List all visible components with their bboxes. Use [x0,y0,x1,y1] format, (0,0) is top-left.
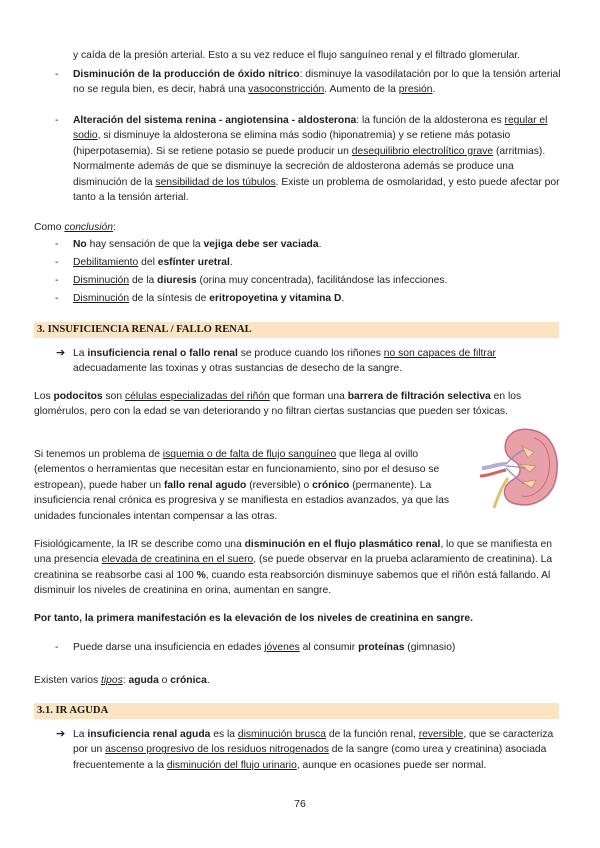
bullet-dash: - [55,239,59,250]
conclusion-item-esfinter: Debilitamiento del esfínter uretral. [73,257,233,268]
page-number: 76 [294,798,306,810]
bullet-dash: - [55,642,59,653]
list-item-renina: Alteración del sistema renina - angiotensina - aldosterona: la función de la aldosterona es regular el sodio, si disminuye la aldosterona se elimina más sodio (hiponatremia) y se retiene más potasio (hiperpotasemia). Si se retiene potasio se puede producir un desequilibrio electrolítico grave (arritmias). Normalmente además de que se disminuye la secreción de aldosterona además se produce una disminución de la sensibilidad de los túbulos. Existe un problema de osmolaridad, y esto puede afectar por tanto a la tensión arterial. [73,115,560,204]
arrow-item-ir-aguda: ➔ La insuficiencia renal aguda es la disminución brusca de la función renal, reversible, que se caracteriza por un ascenso progresivo de los residuos nitrogenados de la sangre (como urea y creatinina) asociada frecuentemente a la disminución del flujo urinario, aunque en ocasiones puede ser normal. [56,728,554,771]
paragraph-isquemia: Si tenemos un problema de isquemia o de falta de flujo sanguíneo que llega al ovillo (elementos o herramientas que necesitan estar en funcionamiento, sino por el desuso se estropean), puede haber un fallo renal agudo (reversible) o crónico (permanente). La insuficiencia renal crónica es progresiva y se manifiesta en estadios avanzados, ya que las unidades funcionales intentan compensar a las otras. [34,449,449,522]
bullet-dash: - [55,275,59,286]
arrow-item-definicion: ➔ La insuficiencia renal o fallo renal se produce cuando los riñones no son capaces de filtrar adecuadamente las toxinas y otras sustancias de desecho de la sangre. [56,347,496,375]
list-item-jovenes: Puede darse una insuficiencia en edades jóvenes al consumir proteínas (gimnasio) [73,642,456,653]
arrow-icon: ➔ [56,728,66,740]
bullet-dash: - [55,115,59,126]
conclusion-item-diuresis: Disminución de la diuresis (orina muy concentrada), facilitándose las infecciones. [73,275,448,286]
conclusion-item-vejiga: No hay sensación de que la vejiga debe ser vaciada. [73,239,322,250]
paragraph-podocitos: Los podocitos son células especializadas del riñón que forman una barrera de filtración selectiva en los glomérulos, pero con la edad se van deteriorando y no filtran ciertas sustancias que pueden ser tóxicas. [34,391,522,418]
section-heading-3-1: 3.1. IR AGUDA [34,703,559,719]
paragraph-primera-manifestacion: Por tanto, la primera manifestación es la elevación de los niveles de creatinina en sangre. [34,613,473,624]
arrow-icon: ➔ [56,347,66,359]
bullet-dash: - [55,69,59,80]
list-item-oxido-nitrico: Disminución de la producción de óxido nítrico: disminuye la vasodilatación por lo que la tensión arterial no se regula bien, es decir, habrá una vasoconstricción. Aumento de la presión. [73,69,561,96]
conclusion-item-eritropoyetina: Disminución de la síntesis de eritropoyetina y vitamina D. [73,293,345,304]
paragraph-fisiologia: Fisiológicamente, la IR se describe como una disminución en el flujo plasmático renal, lo que se manifiesta en una presencia elevada de creatinina en el suero, (se puede observar en la prueba aclaramiento de creatinina). La creatinina se reabsorbe casi al 100 %, cuando esta reabsorción disminuye sabemos que el riñón está fallando. Al disminuir los niveles de creatinina en orina, aumentan en sangre. [34,539,553,597]
bullet-dash: - [55,293,59,304]
kidney-illustration [472,424,562,510]
paragraph-continuation: y caída de la presión arterial. Esto a su vez reduce el flujo sanguíneo renal y el filtrado glomerular. [73,50,521,61]
paragraph-tipos: Existen varios tipos: aguda o crónica. [34,675,210,686]
bullet-dash: - [55,257,59,268]
conclusion-intro: Como conclusión: [34,222,116,233]
section-heading-3: 3. INSUFICIENCIA RENAL / FALLO RENAL [34,322,559,338]
